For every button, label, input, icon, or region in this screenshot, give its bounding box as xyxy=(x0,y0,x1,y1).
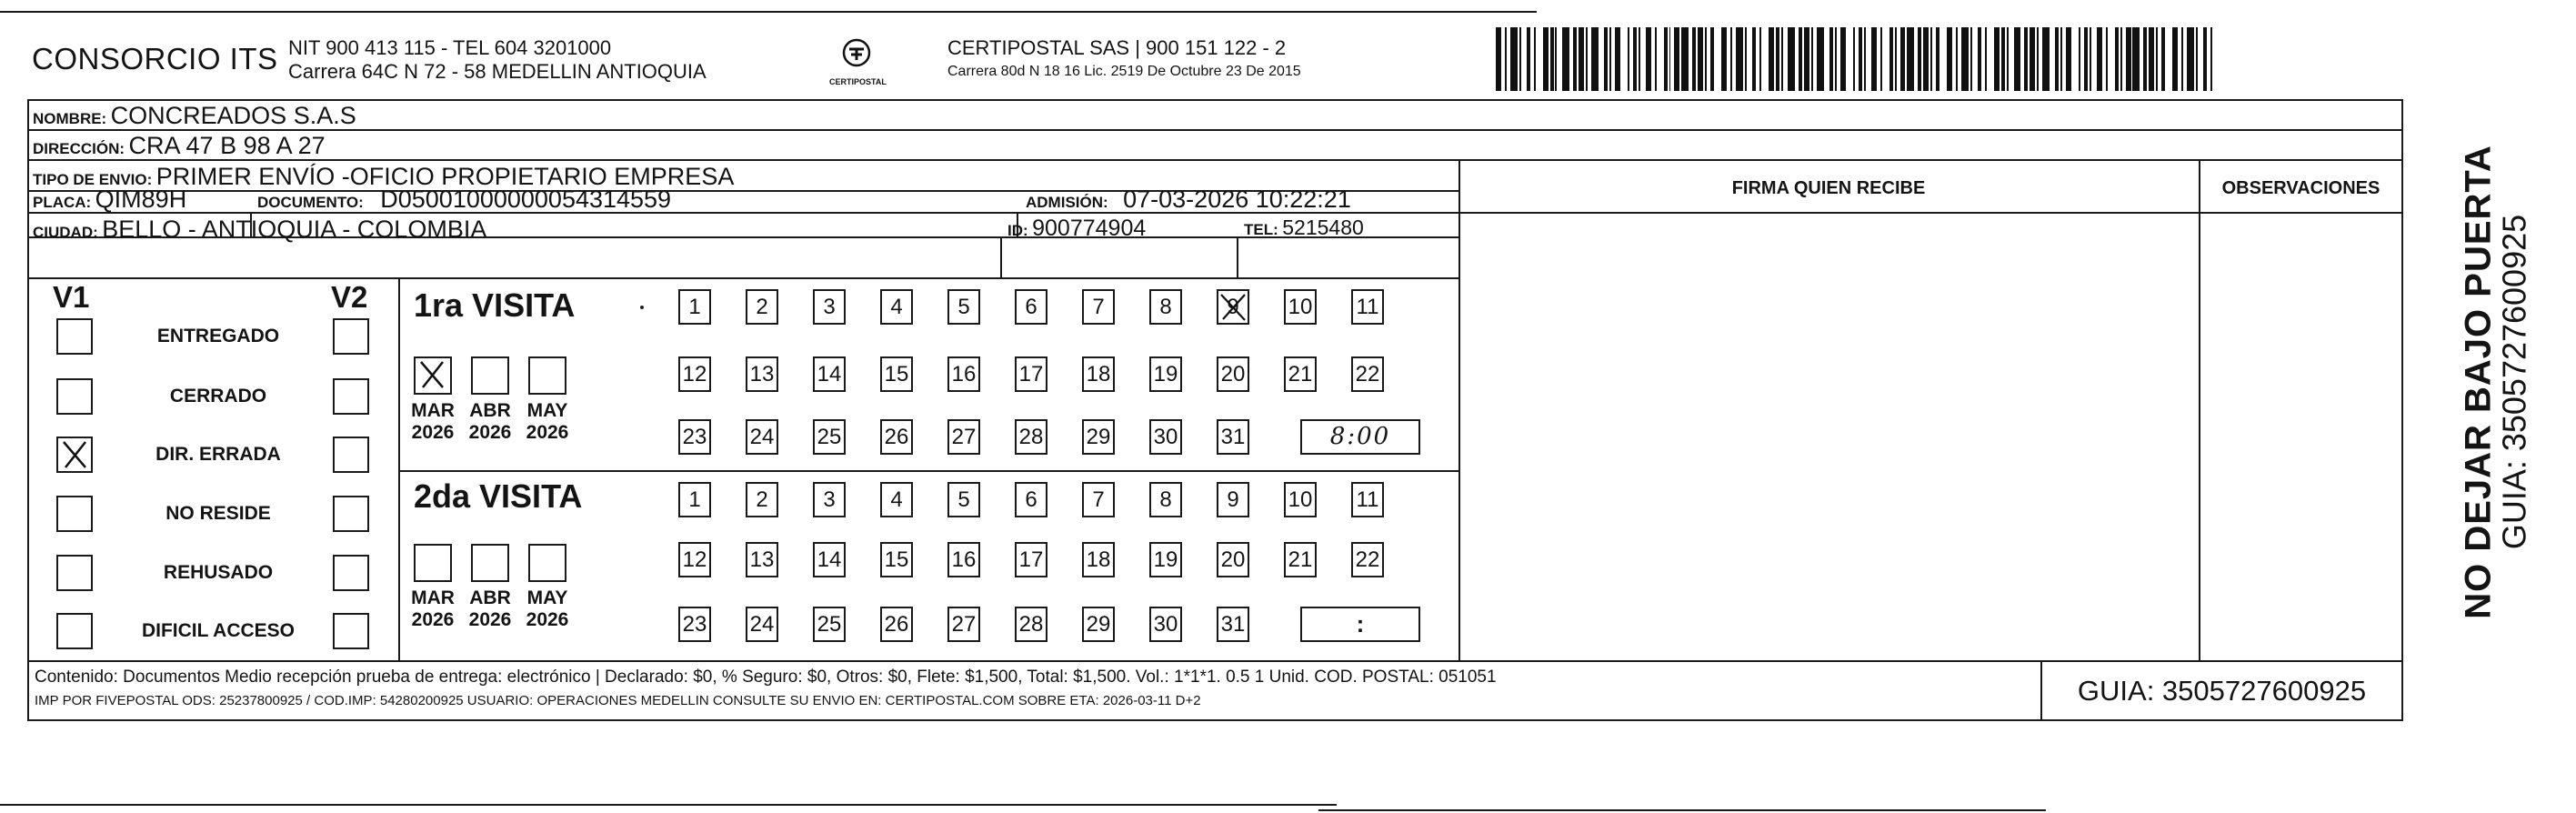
first-visit-day-12[interactable]: 12 xyxy=(678,356,711,392)
second-visit-day-14[interactable]: 14 xyxy=(813,542,846,577)
first-visit-day-22[interactable]: 22 xyxy=(1351,356,1384,392)
status-label-cerrado: CERRADO xyxy=(169,386,267,406)
first-visit-month-mar-label: MAR 2026 xyxy=(411,400,455,443)
first-visit-day-21[interactable]: 21 xyxy=(1284,356,1317,392)
certipostal-logo-icon xyxy=(829,35,884,75)
first-visit-month-abr-label: ABR 2026 xyxy=(468,400,512,443)
first-visit-month-mar-checkbox[interactable] xyxy=(414,356,452,395)
first-visit-day-11[interactable]: 11 xyxy=(1351,289,1384,325)
divider-visits xyxy=(398,470,1458,472)
placa-label: PLACA: xyxy=(33,194,92,211)
first-visit-day-3[interactable]: 3 xyxy=(813,289,846,325)
bottom-rule-2 xyxy=(1318,809,2046,811)
direccion-row xyxy=(33,132,326,160)
second-visit-day-7[interactable]: 7 xyxy=(1082,482,1115,517)
v1-checkbox-dir-errada[interactable] xyxy=(56,437,93,473)
documento-row xyxy=(257,186,671,214)
first-visit-day-2[interactable]: 2 xyxy=(746,289,778,325)
id-row xyxy=(1007,216,1146,242)
first-visit-day-8[interactable]: 8 xyxy=(1149,289,1182,325)
second-visit-day-15[interactable]: 15 xyxy=(880,542,913,577)
first-visit-day-16[interactable]: 16 xyxy=(947,356,980,392)
company-nit: NIT 900 413 115 - TEL 604 3201000 xyxy=(288,36,612,59)
placa-row xyxy=(33,186,186,214)
v2-checkbox-rehusado[interactable] xyxy=(333,555,369,591)
v1-checkbox-entregado[interactable] xyxy=(56,318,93,355)
v1-checkbox-dificil-acceso[interactable] xyxy=(56,613,93,649)
second-visit-label: 2da VISITA xyxy=(414,477,583,515)
v2-checkbox-cerrado[interactable] xyxy=(333,378,369,415)
barcode xyxy=(1496,27,2219,91)
tipo-label: TIPO DE ENVIO: xyxy=(33,171,153,188)
divider-firma xyxy=(1458,159,1460,660)
second-visit-month-may-label: MAY 2026 xyxy=(526,587,569,630)
second-visit-day-17[interactable]: 17 xyxy=(1015,542,1047,577)
certipostal-license: Carrera 80d N 18 16 Lic. 2519 De Octubre 23 De 2015 xyxy=(947,64,1301,79)
v1-checkbox-rehusado[interactable] xyxy=(56,555,93,591)
footer-imp: IMP POR FIVEPOSTAL ODS: 25237800925 / COD.IMP: 54280200925 USUARIO: OPERACIONES MEDELLIN CONSULTE SU ENVIO EN: CERTIPOSTAL.COM SOBRE ETA: 2026-03-11 D+2 xyxy=(35,693,1201,708)
second-visit-day-29[interactable]: 29 xyxy=(1082,607,1115,642)
row-line xyxy=(27,660,2403,662)
status-label-entregado: ENTREGADO xyxy=(156,326,280,346)
second-visit-day-30[interactable]: 30 xyxy=(1149,607,1182,642)
status-label-dir-errada: DIR. ERRADA xyxy=(155,444,281,465)
first-visit-month-may-checkbox[interactable] xyxy=(528,356,566,395)
v2-checkbox-dir-errada[interactable] xyxy=(333,437,369,473)
first-visit-day-1[interactable]: 1 xyxy=(678,289,711,325)
company-address: Carrera 64C N 72 - 58 MEDELLIN ANTIOQUIA xyxy=(288,60,707,83)
direccion-label: DIRECCIÓN: xyxy=(33,140,125,157)
first-visit-day-29[interactable]: 29 xyxy=(1082,419,1115,455)
admision-row xyxy=(1026,186,1351,214)
first-visit-day-30[interactable]: 30 xyxy=(1149,419,1182,455)
second-visit-day-21[interactable]: 21 xyxy=(1284,542,1317,577)
documento-value: D05001000000054314559 xyxy=(380,186,672,213)
second-visit-day-6[interactable]: 6 xyxy=(1015,482,1047,517)
ciudad-value: BELLO - ANTIOQUIA - COLOMBIA xyxy=(102,216,487,243)
tel-row xyxy=(1244,216,1364,240)
divider-status xyxy=(398,277,400,660)
certipostal-logo xyxy=(829,35,887,89)
footer-guia: GUIA: 3505727600925 xyxy=(2077,675,2367,707)
first-visit-day-26[interactable]: 26 xyxy=(880,419,913,455)
first-visit-day-24[interactable]: 24 xyxy=(746,419,778,455)
first-visit-day-7[interactable]: 7 xyxy=(1082,289,1115,325)
ciudad-row xyxy=(33,216,486,244)
second-visit-month-abr-label: ABR 2026 xyxy=(468,587,512,630)
tel-label: TEL: xyxy=(1244,221,1278,238)
second-visit-day-2[interactable]: 2 xyxy=(746,482,778,517)
admision-label: ADMISIÓN: xyxy=(1026,194,1108,211)
row-line xyxy=(27,277,1458,279)
first-visit-day-10[interactable]: 10 xyxy=(1284,289,1317,325)
second-visit-month-may-checkbox[interactable] xyxy=(528,544,566,582)
observaciones-header: OBSERVACIONES xyxy=(2221,178,2381,198)
second-visit-day-16[interactable]: 16 xyxy=(947,542,980,577)
top-rule xyxy=(0,11,1537,13)
row-line xyxy=(27,159,2403,161)
v1-checkbox-no-reside[interactable] xyxy=(56,496,93,532)
first-visit-day-9[interactable]: 9 xyxy=(1217,289,1249,325)
second-visit-day-22[interactable]: 22 xyxy=(1351,542,1384,577)
status-label-rehusado: REHUSADO xyxy=(163,562,274,583)
divider-id xyxy=(1000,236,1002,277)
second-visit-day-10[interactable]: 10 xyxy=(1284,482,1317,517)
v2-label: V2 xyxy=(331,280,368,314)
first-visit-day-23[interactable]: 23 xyxy=(678,419,711,455)
second-visit-month-mar-checkbox[interactable] xyxy=(414,544,452,582)
v2-checkbox-no-reside[interactable] xyxy=(333,496,369,532)
first-visit-label: 1ra VISITA xyxy=(414,286,576,324)
documento-label: DOCUMENTO: xyxy=(257,194,364,211)
first-visit-month-abr-checkbox[interactable] xyxy=(471,356,509,395)
nombre-label: NOMBRE: xyxy=(33,110,107,127)
second-visit-day-25[interactable]: 25 xyxy=(813,607,846,642)
admision-value: 07-03-2026 10:22:21 xyxy=(1123,186,1351,213)
second-visit-day-26[interactable]: 26 xyxy=(880,607,913,642)
firma-header: FIRMA QUIEN RECIBE xyxy=(1731,178,1926,198)
first-visit-day-15[interactable]: 15 xyxy=(880,356,913,392)
second-visit-time-field[interactable]: : xyxy=(1300,607,1420,642)
first-visit-day-5[interactable]: 5 xyxy=(947,289,980,325)
second-visit-day-18[interactable]: 18 xyxy=(1082,542,1115,577)
first-visit-day-25[interactable]: 25 xyxy=(813,419,846,455)
second-visit-day-13[interactable]: 13 xyxy=(746,542,778,577)
second-visit-day-31[interactable]: 31 xyxy=(1217,607,1249,642)
first-visit-day-27[interactable]: 27 xyxy=(947,419,980,455)
second-visit-day-20[interactable]: 20 xyxy=(1217,542,1249,577)
first-visit-day-19[interactable]: 19 xyxy=(1149,356,1182,392)
second-visit-day-1[interactable]: 1 xyxy=(678,482,711,517)
v1-checkbox-cerrado[interactable] xyxy=(56,378,93,415)
id-label: ID: xyxy=(1007,222,1028,239)
ciudad-label: CIUDAD: xyxy=(33,224,98,241)
second-visit-day-3[interactable]: 3 xyxy=(813,482,846,517)
side-warning: NO DEJAR BAJO PUERTA xyxy=(2458,145,2499,619)
first-visit-day-18[interactable]: 18 xyxy=(1082,356,1115,392)
second-visit-day-19[interactable]: 19 xyxy=(1149,542,1182,577)
second-visit-day-12[interactable]: 12 xyxy=(678,542,711,577)
second-visit-day-24[interactable]: 24 xyxy=(746,607,778,642)
second-visit-month-abr-checkbox[interactable] xyxy=(471,544,509,582)
footer-content: Contenido: Documentos Medio recepción prueba de entrega: electrónico | Declarado: $0, % Seguro: $0, Otros: $0, Flete: $1,500, Total: $1,500. Vol.: 1*1*1. 0.5 1 Unid. COD. POSTAL: 051051 xyxy=(35,667,1497,687)
direccion-value: CRA 47 B 98 A 27 xyxy=(128,132,326,159)
first-visit-month-may-label: MAY 2026 xyxy=(526,400,569,443)
first-visit-day-13[interactable]: 13 xyxy=(746,356,778,392)
v2-checkbox-dificil-acceso[interactable] xyxy=(333,613,369,649)
dot-mark xyxy=(640,306,644,309)
nombre-value: CONCREADOS S.A.S xyxy=(110,102,356,129)
second-visit-day-27[interactable]: 27 xyxy=(947,607,980,642)
second-visit-day-11[interactable]: 11 xyxy=(1351,482,1384,517)
divider-tel xyxy=(1237,236,1238,277)
tipo-value: PRIMER ENVÍO -OFICIO PROPIETARIO EMPRESA xyxy=(155,163,735,190)
second-visit-day-4[interactable]: 4 xyxy=(880,482,913,517)
second-visit-day-8[interactable]: 8 xyxy=(1149,482,1182,517)
divider-observaciones xyxy=(2199,159,2200,660)
first-visit-time-field[interactable]: 8:00 xyxy=(1300,419,1420,455)
nombre-row xyxy=(33,102,356,130)
first-visit-day-20[interactable]: 20 xyxy=(1217,356,1249,392)
second-visit-day-5[interactable]: 5 xyxy=(947,482,980,517)
second-visit-day-23[interactable]: 23 xyxy=(678,607,711,642)
bottom-rule xyxy=(0,804,1337,806)
first-visit-day-4[interactable]: 4 xyxy=(880,289,913,325)
id-value: 900774904 xyxy=(1032,216,1147,241)
first-visit-day-6[interactable]: 6 xyxy=(1015,289,1047,325)
first-visit-day-17[interactable]: 17 xyxy=(1015,356,1047,392)
company-name: CONSORCIO ITS xyxy=(32,42,278,75)
status-label-dificil-acceso: DIFICIL ACCESO xyxy=(141,620,295,641)
status-label-no-reside: NO RESIDE xyxy=(165,503,271,524)
side-guia: GUIA: 3505727600925 xyxy=(2495,214,2533,550)
second-visit-month-mar-label: MAR 2026 xyxy=(411,587,455,630)
first-visit-day-14[interactable]: 14 xyxy=(813,356,846,392)
second-visit-day-9[interactable]: 9 xyxy=(1217,482,1249,517)
second-visit-day-28[interactable]: 28 xyxy=(1015,607,1047,642)
logo-caption: CERTIPOSTAL xyxy=(829,77,887,86)
first-visit-day-28[interactable]: 28 xyxy=(1015,419,1047,455)
v2-checkbox-entregado[interactable] xyxy=(333,318,369,355)
placa-value: QIM89H xyxy=(95,186,187,213)
tel-value: 5215480 xyxy=(1282,216,1364,239)
certipostal-info: CERTIPOSTAL SAS | 900 151 122 - 2 xyxy=(947,36,1287,59)
row-line xyxy=(27,129,2403,131)
first-visit-day-31[interactable]: 31 xyxy=(1217,419,1249,455)
v1-label: V1 xyxy=(53,280,90,314)
